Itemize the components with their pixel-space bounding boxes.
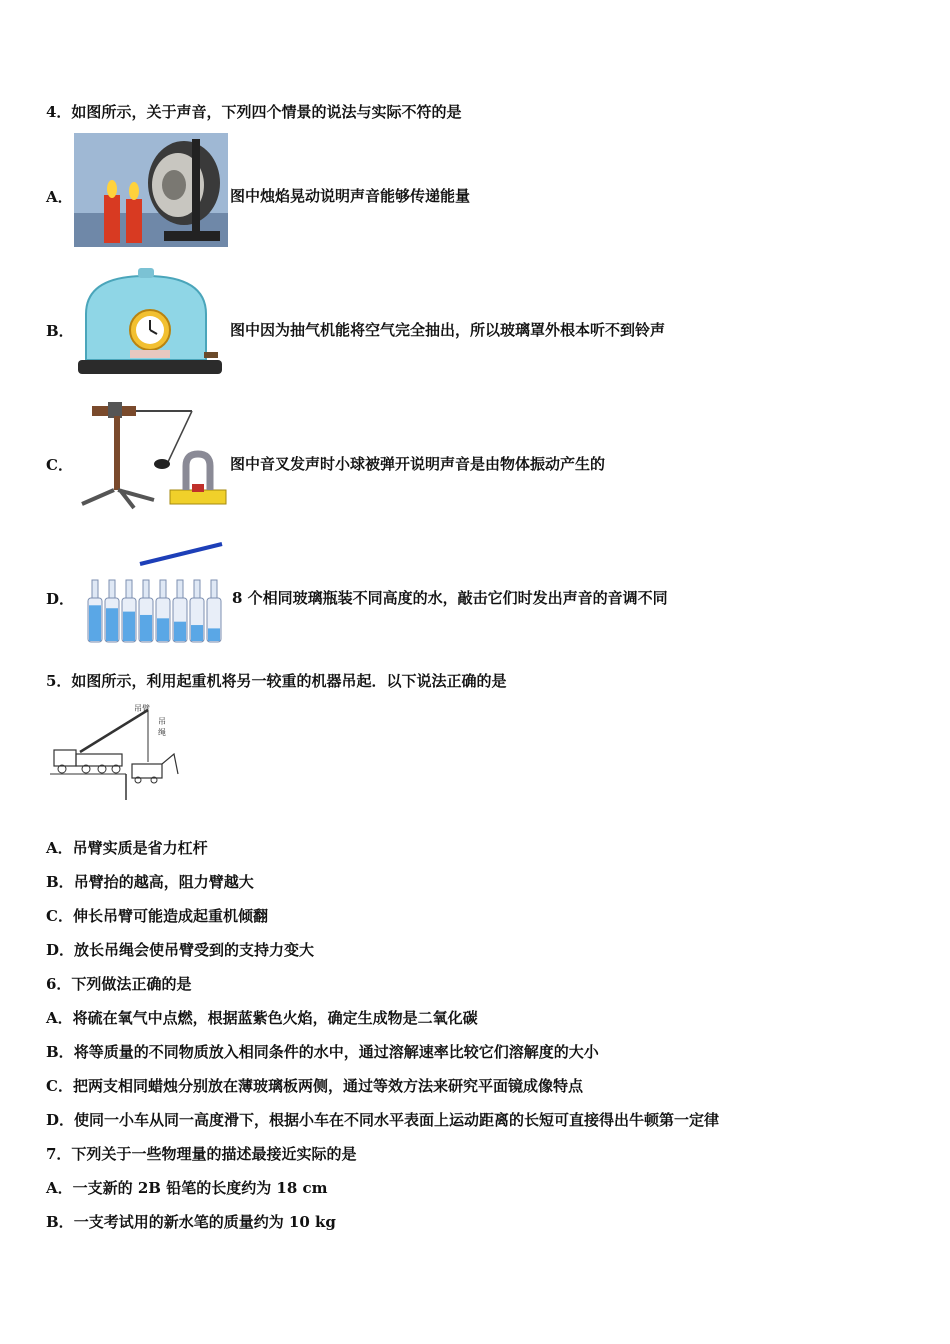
q4-option-a-label: A．: [46, 188, 73, 206]
q6-stem: 6．下列做法正确的是: [46, 975, 192, 993]
q4-option-c-label: C．: [46, 456, 73, 474]
glass-bottle: [207, 580, 221, 642]
q5-option-d: D．放长吊绳会使吊臂受到的支持力变大: [46, 941, 315, 959]
glass-bottle: [88, 580, 102, 642]
q4-option-a-text: 图中烛焰晃动说明声音能够传递能量: [230, 187, 471, 205]
glass-bottle: [156, 580, 170, 642]
striking-stick: [140, 544, 222, 564]
water-bottles-image: [84, 538, 226, 646]
glass-bottle: [105, 580, 119, 642]
q6-option-c: C．把两支相同蜡烛分别放在薄玻璃板两侧，通过等效方法来研究平面镜成像特点: [46, 1077, 583, 1095]
q5-option-b: B．吊臂抬的越高，阻力臂越大: [46, 873, 254, 891]
q4-option-c-text: 图中音叉发声时小球被弹开说明声音是由物体振动产生的: [230, 455, 606, 473]
q4-option-d-text: 8 个相同玻璃瓶装不同高度的水，敲击它们时发出声音的音调不同: [232, 589, 668, 607]
crane-rope-label-2: 绳: [158, 728, 166, 737]
q4-option-b-text: 图中因为抽气机能将空气完全抽出，所以玻璃罩外根本听不到铃声: [230, 321, 666, 339]
q4-option-b-label: B．: [46, 322, 74, 340]
q6-option-d: D．使同一小车从同一高度滑下，根据小车在不同水平表面上运动距离的长短可直接得出牛顿第一定律: [46, 1111, 720, 1129]
glass-bottle: [190, 580, 204, 642]
q4-option-d-label: D．: [46, 590, 75, 608]
crane-arm-label: 吊臂: [134, 704, 150, 713]
candle-speaker-image: [74, 133, 228, 247]
q6-option-b: B．将等质量的不同物质放入相同条件的水中，通过溶解速率比较它们溶解度的大小: [46, 1043, 599, 1061]
q7-option-b: B．一支考试用的新水笔的质量约为 10 kg: [46, 1213, 336, 1231]
glass-bottle: [139, 580, 153, 642]
q5-stem: 5．如图所示，利用起重机将另一较重的机器吊起．以下说法正确的是: [46, 672, 507, 690]
bell-jar-image: [74, 268, 228, 380]
q5-option-a: A．吊臂实质是省力杠杆: [46, 839, 208, 857]
q5-option-c: C．伸长吊臂可能造成起重机倾翻: [46, 907, 268, 925]
glass-bottle: [122, 580, 136, 642]
crane-diagram: [50, 702, 186, 802]
q7-stem: 7．下列关于一些物理量的描述最接近实际的是: [46, 1145, 357, 1163]
tuning-fork-image: [74, 400, 228, 516]
q7-option-a: A．一支新的 2B 铅笔的长度约为 18 cm: [46, 1179, 328, 1197]
crane-rope-label-1: 吊: [158, 717, 166, 726]
glass-bottle: [173, 580, 187, 642]
q6-option-a: A．将硫在氧气中点燃，根据蓝紫色火焰，确定生成物是二氧化碳: [46, 1009, 478, 1027]
q4-stem: 4．如图所示，关于声音，下列四个情景的说法与实际不符的是: [46, 103, 462, 121]
